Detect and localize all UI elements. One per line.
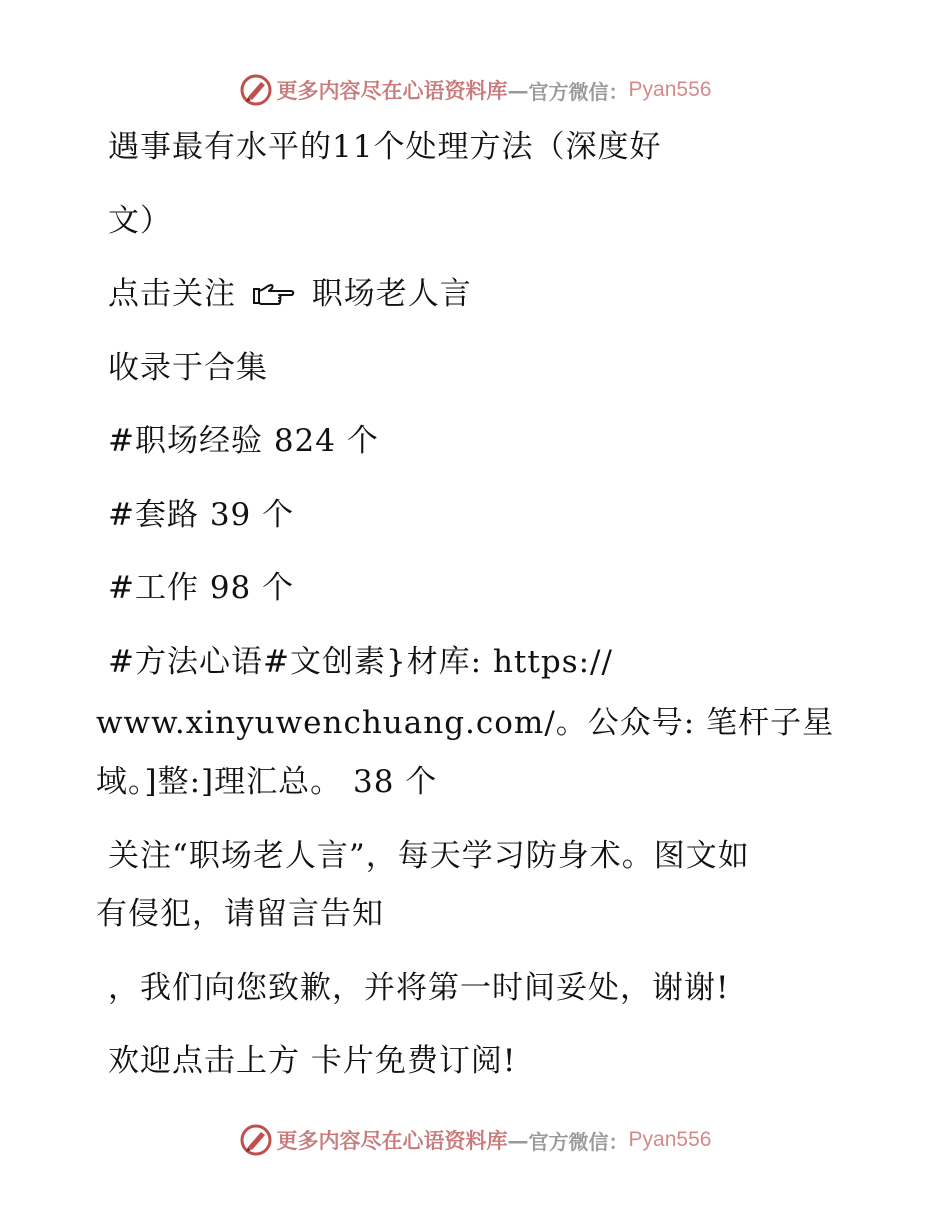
- tag-method-line-2: www.xinyuwenchuang.com/。公众号: 笔杆子星: [96, 705, 835, 741]
- watermark-wechat-id: Pyan556: [628, 78, 712, 101]
- watermark-separator: —: [507, 77, 529, 103]
- pen-logo-icon: [239, 1123, 273, 1157]
- tag-work[interactable]: #工作 98 个: [108, 570, 295, 606]
- tag-routines[interactable]: #套路 39 个: [108, 497, 295, 533]
- pen-logo-icon: [239, 73, 273, 107]
- watermark-wechat-label: 官方微信：: [528, 79, 629, 104]
- notice-line-1: 关注“职场老人言”，每天学习防身术。图文如: [108, 838, 750, 874]
- follow-prefix: 点击关注: [108, 276, 236, 312]
- tag-method-line-3: 域。]整:]理汇总。 38 个: [96, 764, 438, 800]
- watermark-footer: [0, 1120, 950, 1160]
- watermark-brand: 更多内容尽在心语资料库: [276, 78, 508, 103]
- pointing-hand-icon: [251, 281, 295, 307]
- collection-label: 收录于合集: [108, 350, 268, 386]
- watermark-header: [0, 70, 950, 110]
- follow-account-link[interactable]: 职场老人言: [311, 276, 472, 312]
- title-line-2: 文）: [108, 203, 172, 239]
- tag-method-line-1[interactable]: #方法心语#文创素}材库: https://: [108, 644, 613, 680]
- tag-workplace-experience[interactable]: #职场经验 824 个: [108, 423, 379, 459]
- notice-line-2: 有侵犯，请留言告知: [96, 896, 384, 932]
- subscribe-line: 欢迎点击上方 卡片免费订阅!: [108, 1043, 517, 1079]
- watermark-separator: —: [507, 1127, 529, 1153]
- watermark-brand: 更多内容尽在心语资料库: [276, 1128, 508, 1153]
- watermark-wechat-id: Pyan556: [628, 1128, 712, 1151]
- notice-line-3: ，我们向您致歉，并将第一时间妥处，谢谢!: [108, 970, 730, 1006]
- follow-line: [108, 274, 472, 314]
- watermark-wechat-label: 官方微信：: [528, 1129, 629, 1154]
- title-line-1: 遇事最有水平的11个处理方法（深度好: [108, 129, 662, 165]
